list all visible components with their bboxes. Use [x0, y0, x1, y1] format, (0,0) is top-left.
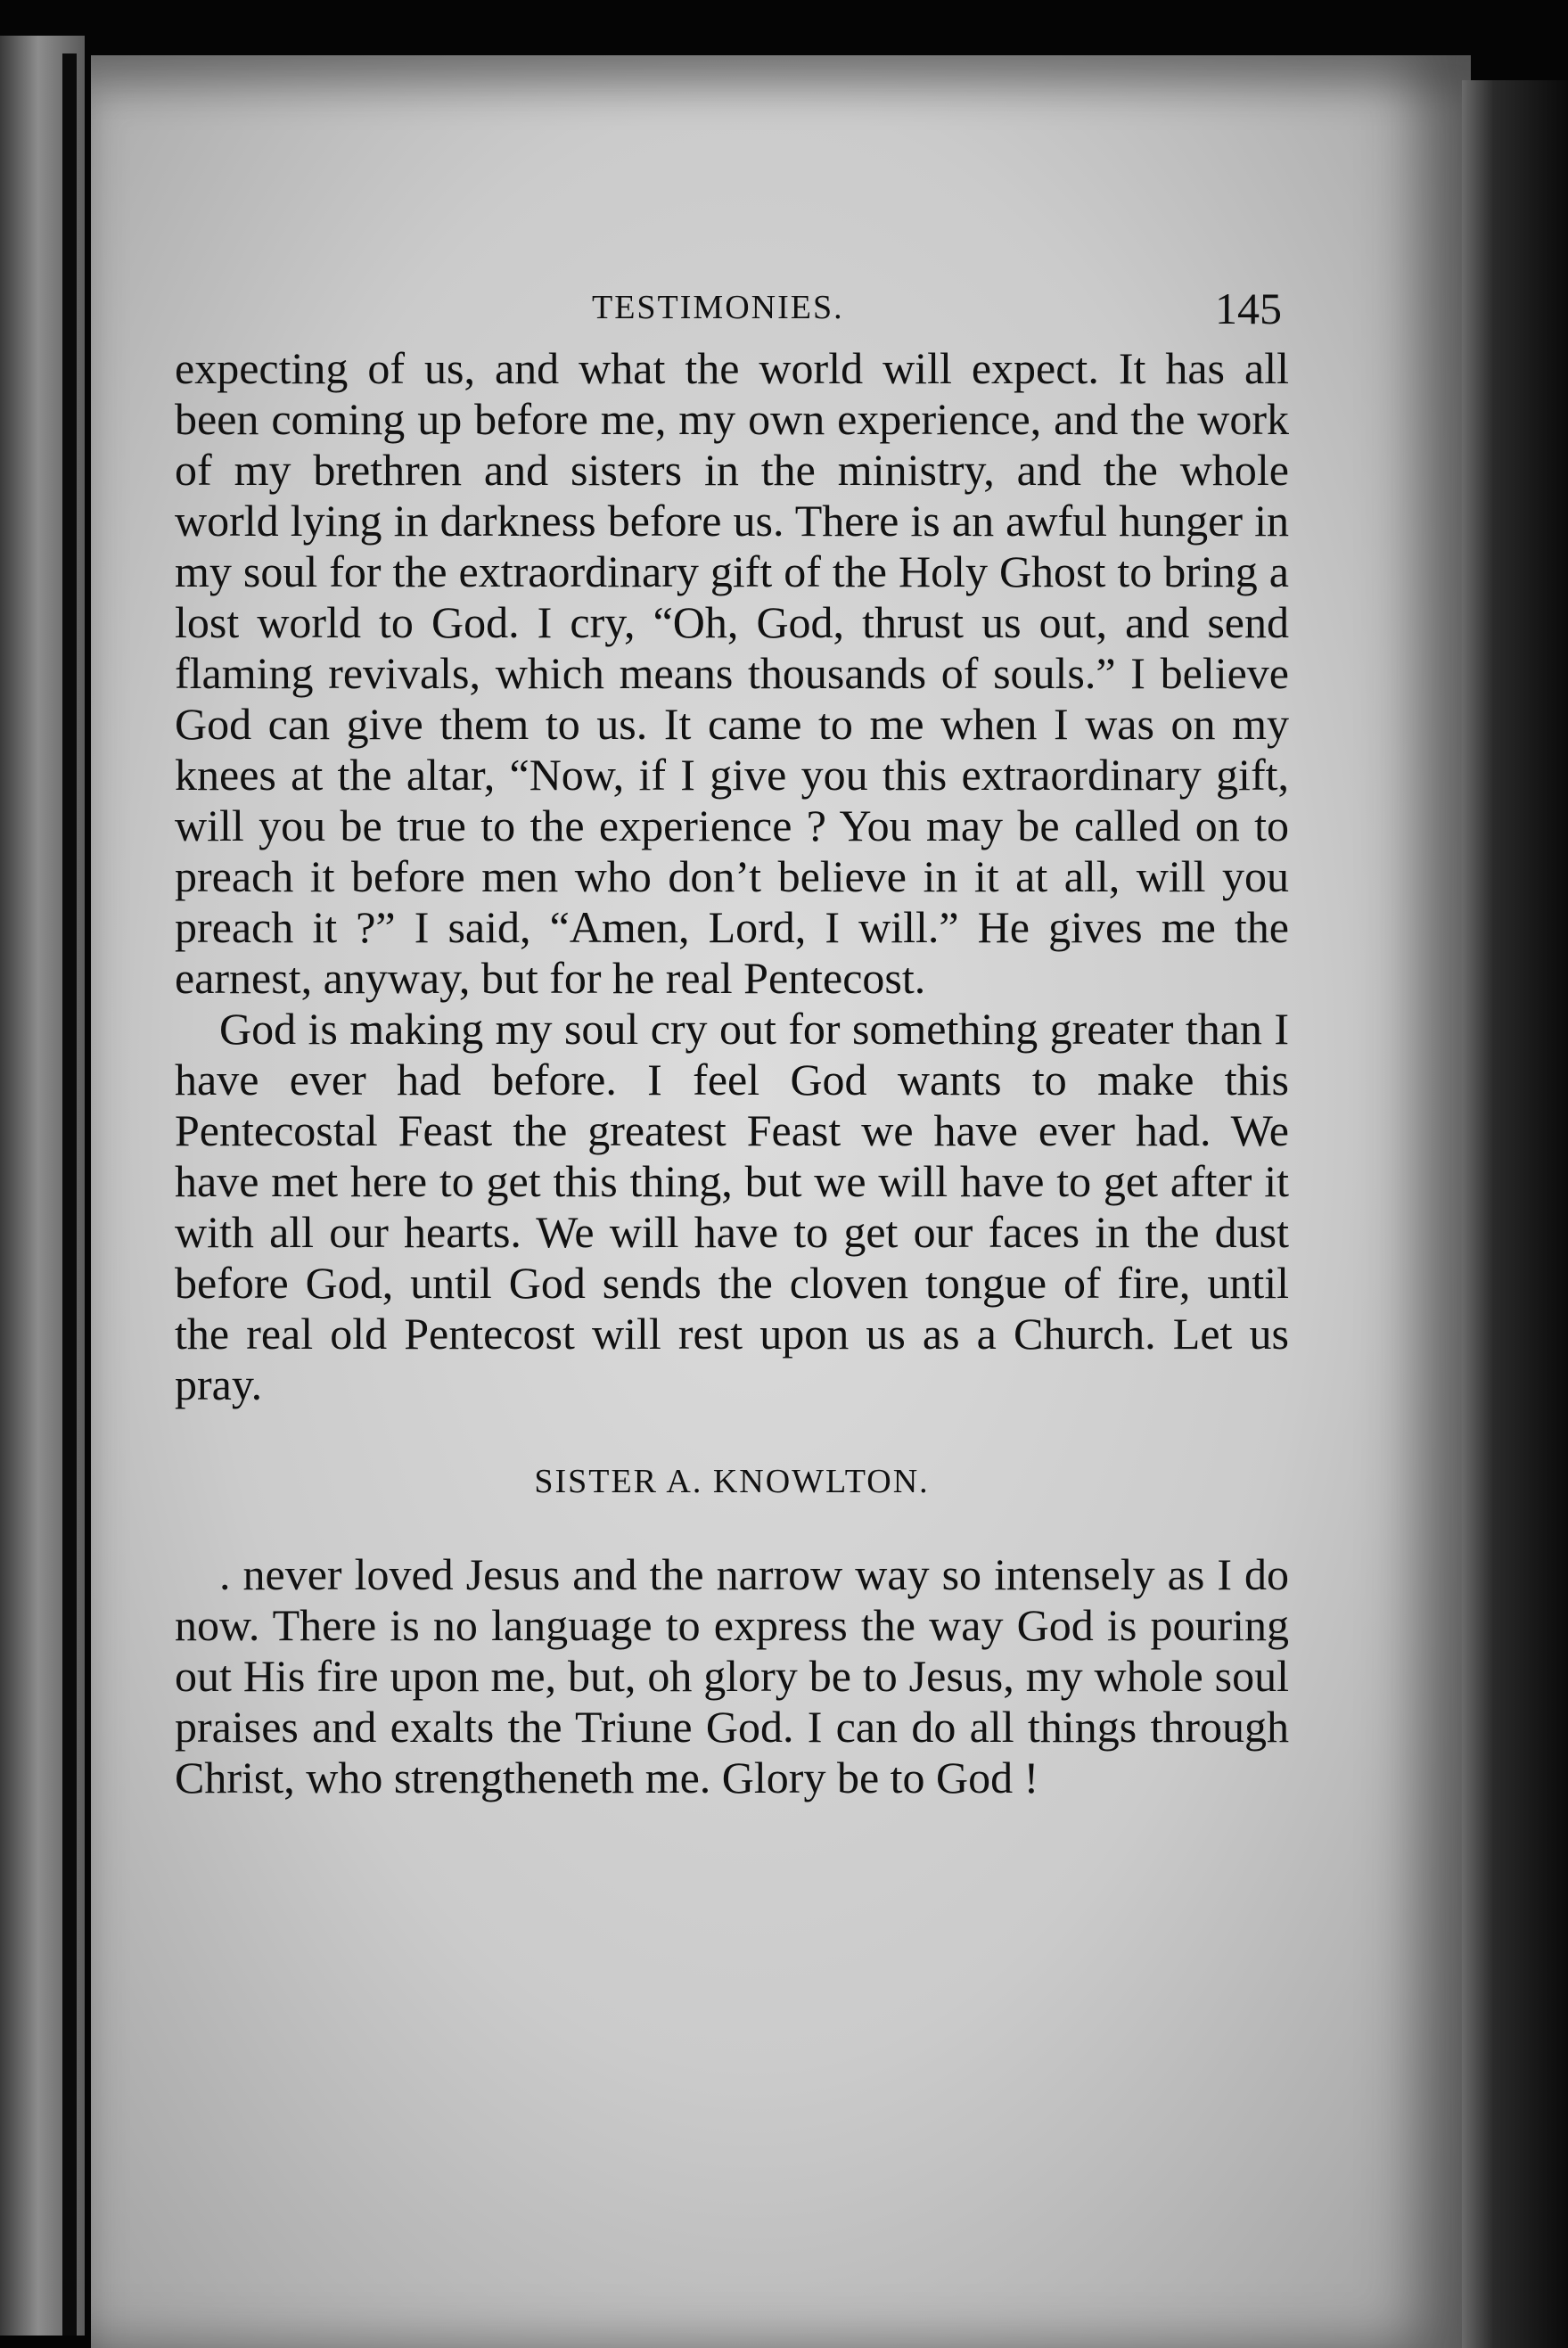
paragraph: God is making my soul cry out for something greater than I have ever had before. I feel God wants to make this Pentecostal Feast the greatest Feast we have ever had. We have met here to get this thing, but we will have to get after it with all our hearts. We will have to get our faces in the dust before God, until God sends the cloven tongue of fire, until the real old Pentecost will rest upon us as a Church. Let us pray.: [175, 1004, 1289, 1409]
running-head: [175, 272, 1289, 343]
page-text: [175, 272, 1289, 1803]
paragraph-continued: expecting of us, and what the world will expect. It has all been coming up before me, my own experience, and the work of my brethren and sisters in the ministry, and the whole world lying in darkness before us. There is an awful hunger in my soul for the extraordinary gift of the Holy Ghost to bring a lost world to God. I cry, “Oh, God, thrust us out, and send flaming revivals, which means thousands of souls.” I believe God can give them to us. It came to me when I was on my knees at the altar, “Now, if I give you this extraordinary gift, will you be true to the experience ? You may be called on to preach it before men who don’t believe in it at all, will you preach it ?” I said, “Amen, Lord, I will.” He gives me the earnest, anyway, but for he real Pentecost.: [175, 343, 1289, 1003]
running-title: TESTIMONIES.: [592, 289, 844, 326]
section-heading: SISTER A. KNOWLTON.: [534, 1463, 930, 1500]
book-gutter: [62, 53, 77, 2336]
page-edge-shadow: [1462, 80, 1568, 2348]
section-paragraph: . never loved Jesus and the narrow way so intensely as I do now. There is no language to express the way God is pouring out His fire upon me, but, oh glory be to Jesus, my whole soul praises and exalts the Triune God. I can do all things through Christ, who strengtheneth me. Glory be to God !: [175, 1549, 1289, 1802]
page-number: 145: [1215, 283, 1282, 333]
